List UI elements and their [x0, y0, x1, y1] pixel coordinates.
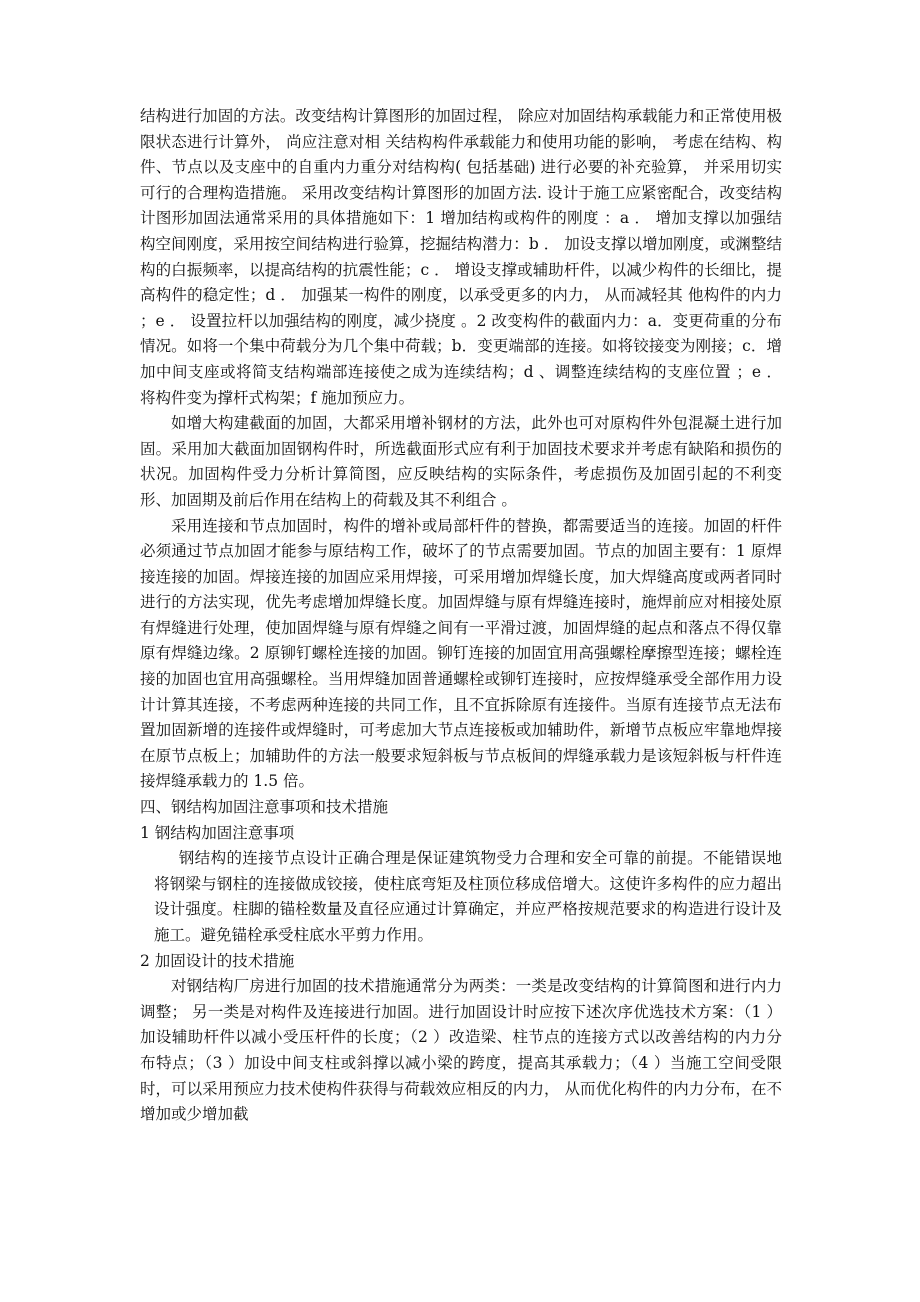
subheading-1: 1 钢结构加固注意事项	[140, 823, 295, 842]
section-heading-4: 四、钢结构加固注意事项和技术措施	[140, 798, 389, 817]
paragraph-structure-graph-method: 结构进行加固的方法。改变结构计算图形的加固过程， 除应对加固结构承载能力和正常使用极限状态进行计算外， 尚应注意对相 关结构构件承载能力和使用功能的影响， 考虑在结构、构件、节点以及支座中的自重内力重分对结构构( 包括基础) 进行必要的补充验算， 并采用切实可行的合理构造措施。 采用改变结构计算图形的加固方法. 设计于施工应紧密配合，改变结构计图形加固法通常采用的具体措施如下：1 增加结构或构件的刚度 ：a ． 增加支撑以加强结构空间刚度，采用按空间结构进行验算，挖掘结构潜力：b ． 加设支撑以增加刚度，或渊整结构的白振频率，以提高结构的抗震性能；c ． 增设支撑或辅助杆件，以减少构件的长细比，提高构件的稳定性；d ． 加强某一构件的刚度，以承受更多的内力， 从而减轻其 他构件的内力 ；e ． 设置拉杆以加强结构的刚度，减少挠度 。2 改变构件的截面内力：a．变更荷重的分布情况。如将一个集中荷载分为几个集中荷载；b．变更端部的连接。如将铰接变为刚接；c．增加中间支座或将简支结构端部连接使之成为连续结构；d 、调整连续结构的支座位置 ；e ． 将构件变为撑杆式构架；f 施加预应力。	[140, 107, 782, 407]
subheading-2: 2 加固设计的技术措施	[140, 951, 295, 970]
paragraph-connection-reinforcement: 采用连接和节点加固时，构件的增补或局部杆件的替换，都需要适当的连接。加固的杆件必须通过节点加固才能参与原结构工作，破坏了的节点需要加固。节点的加固主要有：1 原焊接连接的加固。焊接连接的加固应采用焊接，可采用增加焊缝长度，加大焊缝高度或两者同时进行的方法实现，优先考虑增加焊缝长度。加固焊缝与原有焊缝连接时，施焊前应对相接处原有焊缝进行处理，使加固焊缝与原有焊缝之间有一平滑过渡，加固焊缝的起点和落点不得仅靠原有焊缝边缘。2 原铆钉螺栓连接的加固。铆钉连接的加固宜用高强螺栓摩擦型连接；螺栓连接的加固也宜用高强螺栓。当用焊缝加固普通螺栓或铆钉连接时，应按焊缝承受全部作用力设计计算其连接，不考虑两种连接的共同工作，且不宜拆除原有连接件。当原有连接节点无法布置加固新增的连接件或焊缝时，可考虑加大节点连接板或加辅助件，新增节点板应牢靠地焊接在原节点板上；加辅助件的方法一般要求短斜板与节点板间的焊缝承载力是该短斜板与杆件连接焊缝承载力的 1.5 倍。	[140, 516, 782, 791]
document-page	[140, 104, 782, 1128]
paragraph-connection-design: 钢结构的连接节点设计正确合理是保证建筑物受力合理和安全可靠的前提。不能错误地将钢梁与钢柱的连接做成铰接，使柱底弯矩及柱顶位移成倍增大。这使许多构件的应力超出设计强度。柱脚的锚栓数量及直径应通过计算确定，并应严格按规范要求的构造进行设计及施工。避免锚栓承受柱底水平剪力作用。	[154, 849, 782, 944]
paragraph-technical-measures: 对钢结构厂房进行加固的技术措施通常分为两类：一类是改变结构的计算简图和进行内力调整； 另一类是对构件及连接进行加固。进行加固设计时应按下述次序优选技术方案：（1 ）加设辅助杆件以减小受压杆件的长度；（2 ）改造梁、柱节点的连接方式以改善结构的内力分布特点；（3 ）加设中间支柱或斜撑以减小梁的跨度，提高其承载力；（4 ）当施工空间受限时，可以采用预应力技术使构件获得与荷载效应相反的内力， 从而优化构件的内力分布，在不增加或少增加截	[140, 977, 782, 1124]
paragraph-section-enlargement: 如增大构建截面的加固，大都采用增补钢材的方法，此外也可对原构件外包混凝土进行加固。采用加大截面加固钢构件时，所选截面形式应有利于加固技术要求并考虑有缺陷和损伤的状况。加固构件受力分析计算简图，应反映结构的实际条件，考虑损伤及加固引起的不利变形、加固期及前后作用在结构上的荷载及其不利组合 。	[140, 414, 782, 509]
